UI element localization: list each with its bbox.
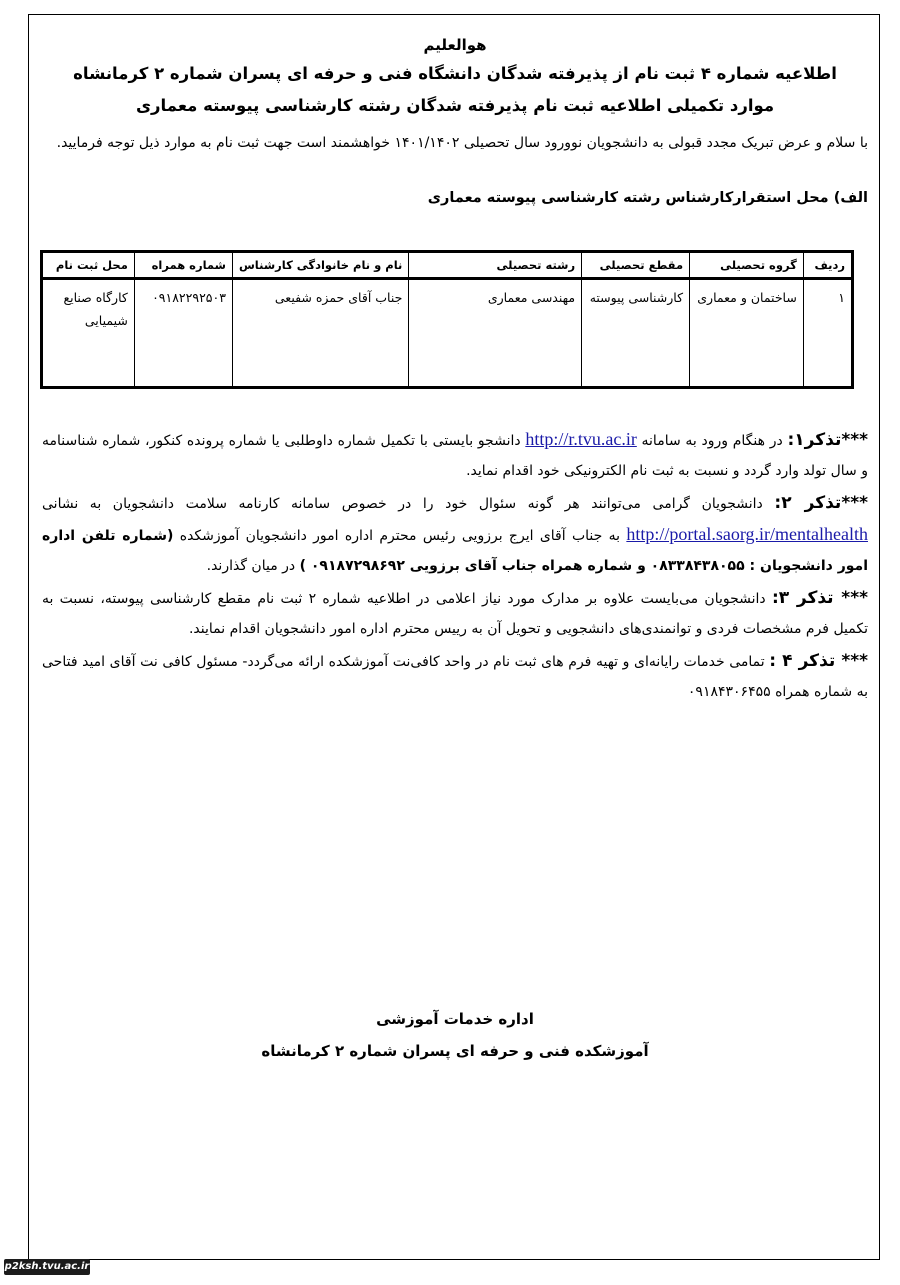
cell-location: کارگاه صنایع شیمیایی bbox=[42, 279, 135, 388]
site-watermark: p2ksh.tvu.ac.ir bbox=[4, 1259, 90, 1275]
note-3-text: دانشجویان می‌بایست علاوه بر مدارک مورد نیاز اعلامی در اطلاعیه شماره ۲ ثبت نام مقطع کارشناسی پیوسته، نسبت به تکمیل فرم مشخصات فردی و توانمندی‌های دانشجویی و تحویل آن به رییس محترم اداره امور دانشجویان اقدام نمایند. bbox=[42, 591, 868, 637]
note-2-label: ***تذکر ۲: bbox=[774, 493, 868, 513]
col-header-degree: مقطع تحصیلی bbox=[582, 252, 690, 279]
note-2-phone-numbers: (شماره تلفن اداره امور دانشجویان : ۰۸۳۳۸۴۳۸۰۵۵ و شماره همراه جناب آقای برزویی ۰۹۱۸۷۲۹۸۶۹۲ ) bbox=[42, 528, 868, 574]
footer-office: اداره خدمات آموزشی bbox=[376, 1010, 534, 1028]
cell-expert-name: جناب آقای حمزه شفیعی bbox=[232, 279, 408, 388]
note-1-text-start: در هنگام ورود به سامانه bbox=[636, 433, 788, 449]
table-row bbox=[42, 279, 853, 388]
note-4-label: *** تذکر ۴ : bbox=[769, 651, 869, 671]
announcement-title: اطلاعیه شماره ۴ ثبت نام از پذیرفته شدگان دانشگاه فنی و حرفه ای پسران شماره ۲ کرمانشاه bbox=[73, 64, 837, 83]
cell-mobile: ۰۹۱۸۲۲۹۲۵۰۳ bbox=[134, 279, 232, 388]
cell-degree: کارشناسی پیوسته bbox=[582, 279, 690, 388]
notes-section bbox=[42, 424, 868, 709]
note-4-text: تمامی خدمات رایانه‌ای و تهیه فرم های ثبت نام در واحد کافی‌نت آموزشکده ارائه می‌گردد- مسئول کافی نت آقای امید فتاحی به شماره همراه ۰۹۱۸۴۳۰۶۴۵۵ bbox=[42, 654, 868, 700]
note-3-label: *** تذکر ۳: bbox=[771, 588, 868, 608]
cell-group: ساختمان و معماری bbox=[690, 279, 804, 388]
note-1 bbox=[42, 424, 868, 486]
col-header-row-number: ردیف bbox=[803, 252, 852, 279]
tvu-portal-link[interactable]: http://r.tvu.ac.ir bbox=[525, 429, 637, 449]
footer-school: آموزشکده فنی و حرفه ای پسران شماره ۲ کرمانشاه bbox=[261, 1042, 649, 1060]
col-header-mobile: شماره همراه bbox=[134, 252, 232, 279]
col-header-field: رشته تحصیلی bbox=[409, 252, 582, 279]
section-a-heading: الف) محل استقرارکارشناس رشته کارشناسی پیوسته معماری bbox=[427, 190, 868, 206]
col-header-expert-name: نام و نام خانوادگی کارشناس bbox=[232, 252, 408, 279]
cell-row-number: ۱ bbox=[803, 279, 852, 388]
announcement-subtitle: موارد تکمیلی اطلاعیه ثبت نام پذیرفته شدگان رشته کارشناسی پیوسته معماری bbox=[135, 96, 775, 115]
note-3 bbox=[42, 583, 868, 644]
cell-field: مهندسی معماری bbox=[409, 279, 582, 388]
note-4 bbox=[42, 646, 868, 707]
note-2-text-end: در میان گذارند. bbox=[206, 558, 300, 574]
table-header-row bbox=[42, 252, 853, 279]
note-1-label: ***تذکر۱: bbox=[787, 430, 868, 450]
mental-health-link[interactable]: http://portal.saorg.ir/mentalhealth bbox=[626, 524, 868, 544]
col-header-group: گروه تحصیلی bbox=[690, 252, 804, 279]
note-2 bbox=[42, 488, 868, 581]
header-title: هوالعلیم bbox=[423, 36, 487, 54]
intro-paragraph: با سلام و عرض تبریک مجدد قبولی به دانشجویان نوورود سال تحصیلی ۱۴۰۱/۱۴۰۲ خواهشمند است جهت ثبت نام به موارد ذیل توجه فرمایید. bbox=[56, 135, 868, 151]
note-2-text-start: دانشجویان گرامی می‌توانند هر گونه سئوال خود را در خصوص سامانه کارنامه سلامت دانشجویان به نشانی bbox=[42, 496, 775, 512]
note-2-text-middle: به جناب آقای ایرج برزویی رئیس محترم اداره امور دانشجویان آموزشکده bbox=[173, 528, 627, 544]
expert-info-table bbox=[40, 250, 854, 389]
note-1-text-end: دانشجو بایستی با تکمیل شماره داوطلبی یا شماره پرونده کنکور، شماره شناسنامه و سال تولد وارد گردد و نسبت به ثبت نام الکترونیکی خود اقدام نماید. bbox=[42, 433, 868, 479]
col-header-location: محل ثبت نام bbox=[42, 252, 135, 279]
